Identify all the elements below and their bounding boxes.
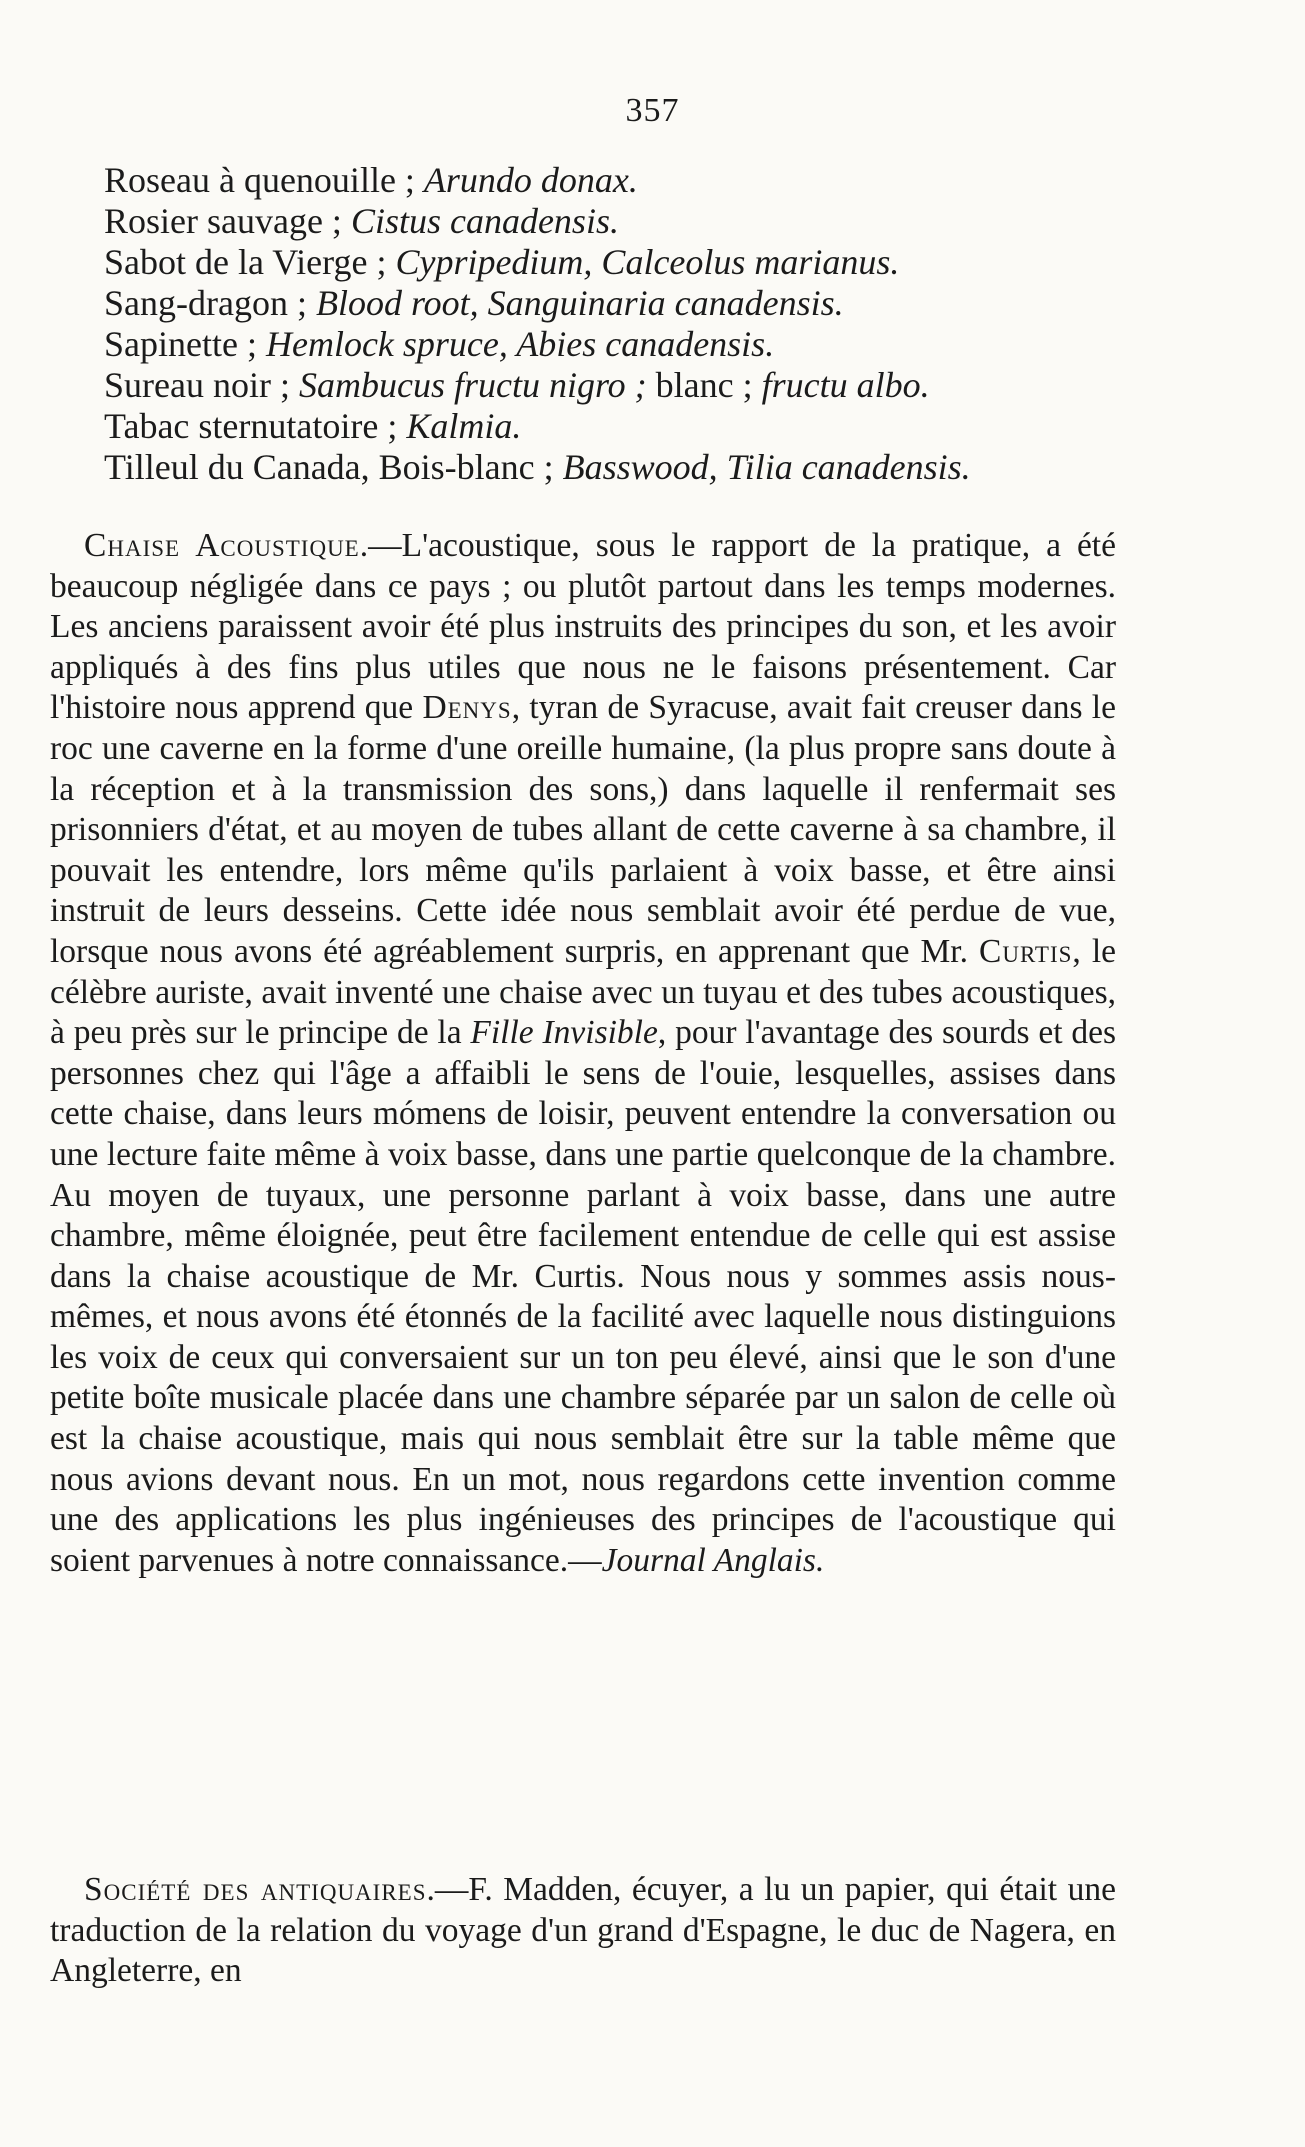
plant-entry xyxy=(104,406,1124,447)
plant-french-name: Sapinette ; xyxy=(104,324,266,364)
article-text: , le célèbre auriste, avait inventé une chaise avec un tuyau et des tubes acoustiques, à peu près sur le principe de la xyxy=(50,932,1116,1052)
plant-french-name: Roseau à quenouille ; xyxy=(104,160,424,200)
article-source: Journal Anglais. xyxy=(601,1541,825,1579)
plant-entry xyxy=(104,447,1124,488)
article-text: .—F. Madden, écuyer, a lu un papier, qui était une traduction de la relation du voyage d'un grand d'Espagne, le duc de Nagera, en Angleterre, en xyxy=(50,1871,1116,1990)
plant-entry xyxy=(104,201,1124,242)
article-text: , pour l'avantage des sourds et des personnes chez qui l'âge a affaibli le sens de l'ouie, lesquelles, assises dans cette chaise, dans leurs mómens de loisir, peuvent entendre la conversation ou une lecture faite même à voix basse, dans une partie quelconque de la chambre. Au moyen de tuyaux, une personne parlant à voix basse, dans une autre chambre, même éloignée, peut être facilement entendue de celle qui est assise dans la chaise acoustique de Mr. Curtis. Nous nous y sommes assis nous-mêmes, et nous avons été étonnés de la facilité avec laquelle nous distinguions les voix de ceux qui conversaient sur un ton peu élevé, ainsi que le son d'une petite boîte musicale placée dans une chambre séparée par un salon de celle où est la chaise acoustique, mais qui nous semblait être sur la table même que nous avions devant nous. En un mot, nous regardons cette invention comme une des applications les plus ingénieuses des principes de l'acoustique qui soient parvenues à notre connaissance.— xyxy=(50,1014,1116,1579)
plant-list xyxy=(104,160,1124,488)
plant-latin-name: Basswood, Tilia canadensis. xyxy=(562,447,971,487)
plant-latin-name: Cypripedium, Calceolus marianus. xyxy=(395,242,900,282)
article-paragraph xyxy=(50,1870,1116,1992)
plant-entry xyxy=(104,160,1124,201)
article-heading: Chaise Acoustique xyxy=(84,527,360,564)
plant-french-name: Tilleul du Canada, Bois-blanc ; xyxy=(104,447,563,487)
person-name: Denys xyxy=(422,689,512,727)
plant-latin-name: Kalmia. xyxy=(406,406,522,446)
plant-entry xyxy=(104,283,1124,324)
plant-entry xyxy=(104,324,1124,365)
plant-latin-name: Blood root, Sanguinaria canadensis. xyxy=(315,283,844,323)
plant-french-name: Sureau noir ; xyxy=(104,365,299,405)
work-title: Fille Invisible xyxy=(470,1014,658,1052)
plant-latin-name: Cistus canadensis. xyxy=(350,201,619,241)
plant-latin-name: Sambucus fructu nigro ; xyxy=(298,365,647,405)
plant-french-name: Sang-dragon ; xyxy=(104,283,316,323)
plant-latin-name: Arundo donax. xyxy=(423,160,638,200)
plant-french-name: Tabac sternutatoire ; xyxy=(104,406,407,446)
article-text: , tyran de Syracuse, avait fait creuser dans le roc une caverne en la forme d'une oreille humaine, (la plus propre sans doute à la réception et à la transmission des sons,) dans laquelle il renfermait ses prisonniers d'état, et au moyen de tubes allant de cette caverne à sa chambre, il pouvait les entendre, lors même qu'ils parlaient à voix basse, et être ainsi instruit de leurs desseins. Cette idée nous semblait avoir été perdue de vue, lorsque nous avons été agréablement surpris, en apprenant que Mr. xyxy=(50,689,1116,970)
plant-entry xyxy=(104,242,1124,283)
page-number: 357 xyxy=(625,92,680,129)
plant-entry xyxy=(104,365,1124,406)
article-text: .—L'acoustique, sous le rapport de la pratique, a été beaucoup négligée dans ce pays ; ou plutôt partout dans les temps modernes. Les anciens paraissent avoir été plus instruits des principes du son, et les avoir appliqués à des fins plus utiles que nous ne le faisons présentement. Car l'histoire nous apprend que xyxy=(50,527,1116,727)
article-chaise-acoustique xyxy=(50,526,1116,1581)
article-societe-antiquaires xyxy=(50,1870,1116,1992)
person-name: Curtis xyxy=(978,932,1073,970)
plant-variant-label: blanc ; xyxy=(646,365,762,405)
article-heading: Société des antiquaires xyxy=(84,1871,427,1908)
plant-french-name: Rosier sauvage ; xyxy=(104,201,351,241)
plant-latin-name: Hemlock spruce, Abies canadensis. xyxy=(265,324,775,364)
plant-french-name: Sabot de la Vierge ; xyxy=(104,242,396,282)
plant-latin-variant: fructu albo. xyxy=(761,365,930,405)
article-paragraph xyxy=(50,526,1116,1581)
